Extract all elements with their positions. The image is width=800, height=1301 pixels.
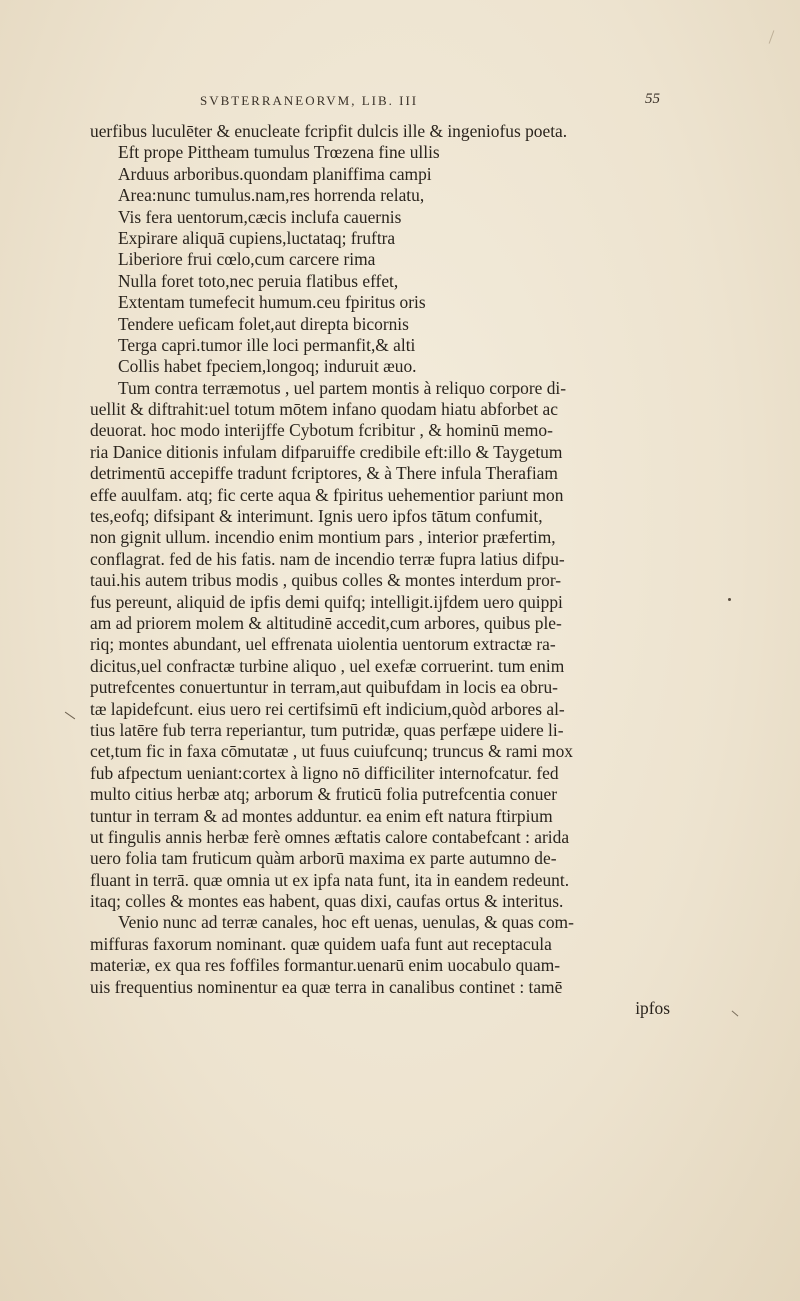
line-text: Tendere ueficam folet,aut direpta bicornis — [118, 313, 409, 334]
line-text: putrefcentes conuertuntur in terram,aut quibufdam in locis ea obru- — [90, 677, 558, 698]
text-line — [90, 399, 670, 420]
text-line — [90, 827, 670, 848]
line-text: dicitus,uel confractæ turbine aliquo , uel exefæ corruerint. tum enim — [90, 655, 565, 676]
line-text: Collis habet fpeciem,longoq; induruit æuo. — [118, 356, 417, 377]
line-text: fluant in terrā. quæ omnia ut ex ipfa nata funt, ita in eandem redeunt. — [90, 869, 570, 890]
line-text: tes,eofq; difsipant & interimunt. Ignis uero ipfos tātum confumit, — [90, 506, 543, 527]
line-text: fus pereunt, aliquid de ipfis demi quifq; intelligit.ijfdem uero quippi — [90, 591, 563, 612]
text-line — [90, 741, 670, 762]
verse-line — [90, 335, 670, 356]
text-line — [90, 442, 670, 463]
line-text: Tum contra terræmotus , uel partem montis à reliquo corpore di- — [118, 377, 567, 398]
line-text: Venio nunc ad terræ canales, hoc eft uenas, uenulas, & quas com- — [118, 912, 574, 933]
text-line — [90, 955, 670, 976]
text-block — [90, 121, 670, 1019]
text-line — [90, 592, 670, 613]
text-line — [90, 378, 670, 399]
line-text: Nulla foret toto,nec peruia flatibus effet, — [118, 270, 399, 291]
text-line — [90, 485, 670, 506]
text-line — [90, 870, 670, 891]
line-text: Terga capri.tumor ille loci permanfit,& alti — [118, 334, 416, 355]
line-text: riq; montes abundant, uel effrenata uiolentia uentorum extractæ ra- — [90, 634, 556, 655]
line-text: detrimentū accepiffe tradunt fcriptores, & à There infula Therafiam — [90, 463, 558, 484]
margin-mark — [65, 712, 75, 720]
text-line — [90, 891, 670, 912]
line-text: non gignit ullum. incendio enim montium pars , interior præfertim, — [90, 527, 556, 548]
verse-line — [90, 356, 670, 377]
verse-line — [90, 164, 670, 185]
line-text: ria Danice ditionis infulam difparuiffe credibile eft:illo & Taygetum — [90, 441, 563, 462]
line-text: miffuras faxorum nominant. quæ quidem uafa funt aut receptacula — [90, 933, 552, 954]
text-line — [90, 977, 670, 998]
line-text: Vis fera uentorum,cæcis inclufa cauernis — [118, 206, 402, 227]
text-line — [90, 121, 670, 142]
line-text: fub afpectum ueniant:cortex à ligno nō difficiliter internofcatur. fed — [90, 762, 559, 783]
margin-mark — [728, 598, 731, 601]
verse-line — [90, 142, 670, 163]
line-text: Arduus arboribus.quondam planiffima campi — [118, 163, 432, 184]
verse-line — [90, 207, 670, 228]
running-head — [200, 93, 660, 117]
line-text: Eft prope Pittheam tumulus Trœzena fine ullis — [118, 142, 440, 163]
text-line — [90, 848, 670, 869]
line-text: cet,tum fic in faxa cōmutatæ , ut fuus cuiufcunq; truncus & rami mox — [90, 741, 573, 762]
line-text: tuntur in terram & ad montes adduntur. ea enim eft natura ftirpium — [90, 805, 553, 826]
line-text: Area:nunc tumulus.nam,res horrenda relatu, — [118, 185, 425, 206]
text-line — [90, 506, 670, 527]
verse-line — [90, 314, 670, 335]
line-text: Extentam tumefecit humum.ceu fpiritus oris — [118, 292, 426, 313]
line-text: multo citius herbæ atq; arborum & fruticū folia putrefcentia conuer — [90, 784, 557, 805]
line-text: taui.his autem tribus modis , quibus colles & montes interdum pror- — [90, 570, 562, 591]
text-line — [90, 634, 670, 655]
line-text: uero folia tam fruticum quàm arborū maxima ex parte autumno de- — [90, 848, 557, 869]
line-text: uellit & diftrahit:uel totum mōtem infano quodam hiatu abforbet ac — [90, 399, 558, 420]
line-text: deuorat. hoc modo interijffe Cybotum fcribitur , & hominū memo- — [90, 420, 553, 441]
margin-mark — [732, 1011, 739, 1017]
verse-line — [90, 228, 670, 249]
line-text: uis frequentius nominentur ea quæ terra in canalibus continet : tamē — [90, 976, 563, 997]
margin-fold-mark — [769, 30, 775, 43]
text-line — [90, 527, 670, 548]
verse-line — [90, 292, 670, 313]
line-text: uerfibus luculēter & enucleate fcripfit dulcis ille & ingeniofus poeta. — [90, 121, 568, 141]
verse-line — [90, 271, 670, 292]
text-line — [90, 570, 670, 591]
line-text: effe auulfam. atq; fic certe aqua & fpiritus uehementior pariunt mon — [90, 484, 564, 505]
text-line — [90, 463, 670, 484]
line-text: am ad priorem molem & altitudinē accedit,cum arbores, quibus ple- — [90, 612, 562, 633]
running-title: SVBTERRANEORVM, LIB. III — [200, 93, 419, 108]
line-text: conflagrat. fed de his fatis. nam de incendio terræ fupra latius difpu- — [90, 548, 565, 569]
page-number: 55 — [645, 91, 660, 107]
verse-line — [90, 185, 670, 206]
text-line — [90, 656, 670, 677]
text-line — [90, 549, 670, 570]
line-text: tæ lapidefcunt. eius uero rei certifsimū eft indicium,quòd arbores al- — [90, 698, 565, 719]
catchword: ipfos — [635, 998, 670, 1019]
verse-line — [90, 249, 670, 270]
text-line — [90, 613, 670, 634]
line-text: tius latēre fub terra reperiantur, tum putridæ, quas perfæpe uidere li- — [90, 719, 564, 740]
line-text: itaq; colles & montes eas habent, quas dixi, caufas ortus & interitus. — [90, 891, 564, 912]
text-line — [90, 806, 670, 827]
text-line — [90, 763, 670, 784]
text-line — [90, 420, 670, 441]
line-text: Expirare aliquā cupiens,luctataq; fruftra — [118, 227, 396, 248]
text-line — [90, 934, 670, 955]
line-text: materiæ, ex qua res foffiles formantur.uenarū enim uocabulo quam- — [90, 955, 561, 976]
line-text: ut fingulis annis herbæ ferè omnes æftatis calore contabefcant : arida — [90, 826, 570, 847]
text-line — [90, 720, 670, 741]
line-text: Liberiore frui cœlo,cum carcere rima — [118, 249, 376, 270]
text-line — [90, 699, 670, 720]
text-line — [90, 912, 670, 933]
text-line — [90, 677, 670, 698]
text-line — [90, 784, 670, 805]
